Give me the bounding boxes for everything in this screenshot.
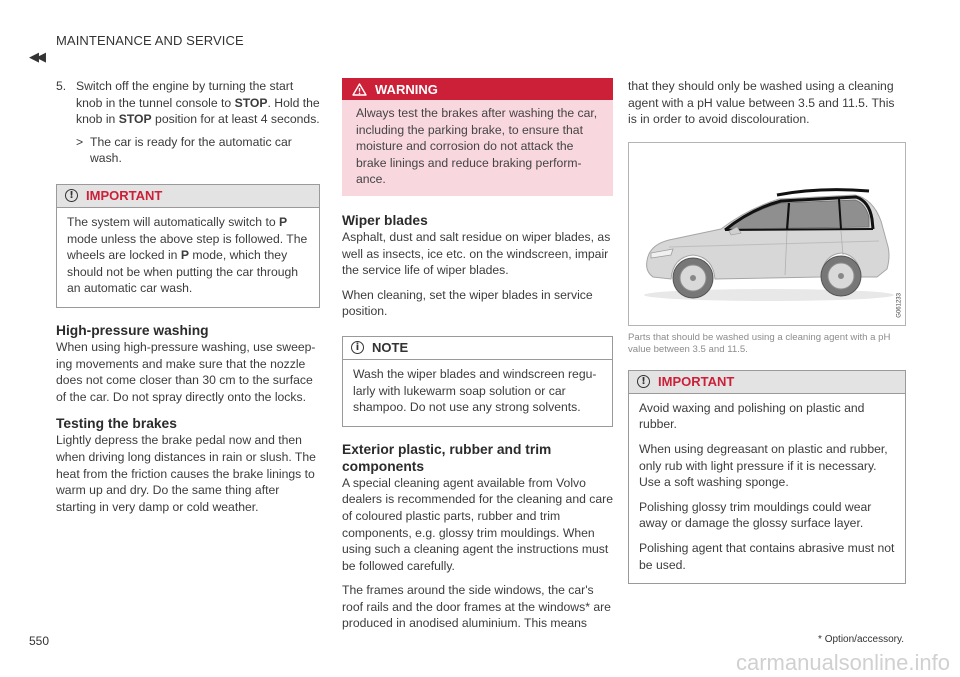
wiper-blades-heading: Wiper blades <box>342 212 428 228</box>
note-header <box>343 337 612 360</box>
important-title: IMPORTANT <box>86 188 163 204</box>
result-text: The car is ready for the automatic car wash. <box>90 134 292 166</box>
info-icon: i <box>351 341 364 354</box>
important-para-1: Avoid waxing and polishing on plastic and rubber. <box>639 400 865 432</box>
important-para-4: Polishing agent that contains abrasive must not be used. <box>639 540 895 572</box>
column-right <box>628 78 906 584</box>
step-number: 5. <box>56 79 67 93</box>
note-title: NOTE <box>372 340 409 356</box>
page-number: 550 <box>29 634 50 648</box>
warning-body <box>342 100 613 196</box>
exclamation-icon: ! <box>65 189 78 202</box>
step-text: Switch off the engine by turning the start knob in the tunnel console to <box>76 79 294 110</box>
important-header-2 <box>629 371 905 394</box>
footnote: * Option/accessory. <box>818 634 904 645</box>
step-stop-keyword-2: STOP <box>118 112 152 127</box>
wiper-blades-text-2: When cleaning, set the wiper blades in service position. <box>342 287 593 319</box>
important-box <box>56 184 320 308</box>
high-pressure-heading: High-pressure washing <box>56 322 209 338</box>
wiper-blades-text-1: Asphalt, dust and salt residue on wiper blades, as well as insects, ice etc. on the windscreen, impair the service life of wiper blades. <box>342 229 611 278</box>
exterior-text-1: A special cleaning agent available from Volvo dealers is recommended for the cleaning and care of coloured plastic parts, rubber and trim components, e.g. glossy trim mouldings. When using such a cleaning agent the instructions must be followed carefully. <box>342 475 613 573</box>
important-body-2 <box>629 394 905 583</box>
warning-triangle-icon <box>352 83 367 96</box>
important-body <box>57 208 319 307</box>
important-text <box>67 214 309 297</box>
exclamation-icon: ! <box>637 375 650 388</box>
testing-brakes-text: Lightly depress the brake pedal now and then when driving long distances in rain or slush. The heat from the friction causes the brake linings to warm up and dry. Do the same thing after starting in very damp or cold weather. <box>56 433 316 514</box>
step-result <box>56 134 320 167</box>
high-pressure-text: When using high-pressure washing, use sweep-ing movements and make sure that the nozzle does not come closer than 30 cm to the surface of the car. Do not spray directly onto the locks. <box>56 339 316 404</box>
image-code: G061233 <box>897 292 903 318</box>
column-left <box>56 78 320 515</box>
exterior-heading: Exterior plastic, rubber and trim components <box>342 441 552 474</box>
important-header <box>57 185 319 208</box>
important-bold-p: P <box>279 214 288 229</box>
warning-box <box>342 78 613 196</box>
exterior-text-2: The frames around the side windows, the car's roof rails and the door frames at the windows* are produced in anodised aluminium. This means <box>342 583 611 631</box>
car-figure <box>628 142 906 326</box>
section-header: MAINTENANCE AND SERVICE <box>56 33 244 48</box>
column-middle <box>342 78 613 632</box>
important-box-2 <box>628 370 906 584</box>
important-bold-p-2: P <box>180 248 189 263</box>
warning-title: WARNING <box>375 81 438 97</box>
important-para-2: When using degreasant on plastic and rubber, only rub with light pressure if it is necessary. Use a soft washing sponge. <box>639 441 888 490</box>
back-chevron-icon[interactable]: ◀◀ <box>29 49 43 64</box>
watermark: carmanualsonline.info <box>735 650 950 675</box>
testing-brakes-heading: Testing the brakes <box>56 416 177 432</box>
note-box <box>342 336 613 427</box>
note-text: Wash the wiper blades and windscreen regu-larly with lukewarm soap solution or car shampoo. Do not use any strong solvents. <box>353 366 597 415</box>
step-text-3: position for at least 4 seconds. <box>151 112 320 127</box>
warning-text: Always test the brakes after washing the car, including the parking brake, to ensure that moisture and corrosion do not attack the brake linings and reduce braking perform-ance. <box>356 106 598 187</box>
important-title-2: IMPORTANT <box>658 374 735 390</box>
car-illustration <box>629 143 905 323</box>
step-5 <box>56 78 320 128</box>
figure-caption: Parts that should be washed using a cleaning agent with a pH value between 3.5 and 11.5. <box>628 331 891 355</box>
result-marker: > <box>76 134 84 149</box>
note-body <box>343 360 612 426</box>
important-text-a: The system will automatically switch to <box>67 214 279 229</box>
important-para-3: Polishing glossy trim mouldings could wear away or damage the glossy surface layer. <box>639 499 872 531</box>
step-text-2: . Hold the knob in <box>76 95 320 127</box>
important-text-c: mode, which they should not be when putting the car through an automatic car wash. <box>67 248 299 296</box>
important-text-b: mode unless the above step is followed. The wheels are locked in <box>67 231 308 263</box>
warning-header <box>342 78 613 100</box>
step-stop-keyword: STOP <box>234 95 268 110</box>
ph-intro-text: that they should only be washed using a cleaning agent with a pH value between 3.5 and 11.5. This is in order to avoid discolouration. <box>628 79 895 127</box>
